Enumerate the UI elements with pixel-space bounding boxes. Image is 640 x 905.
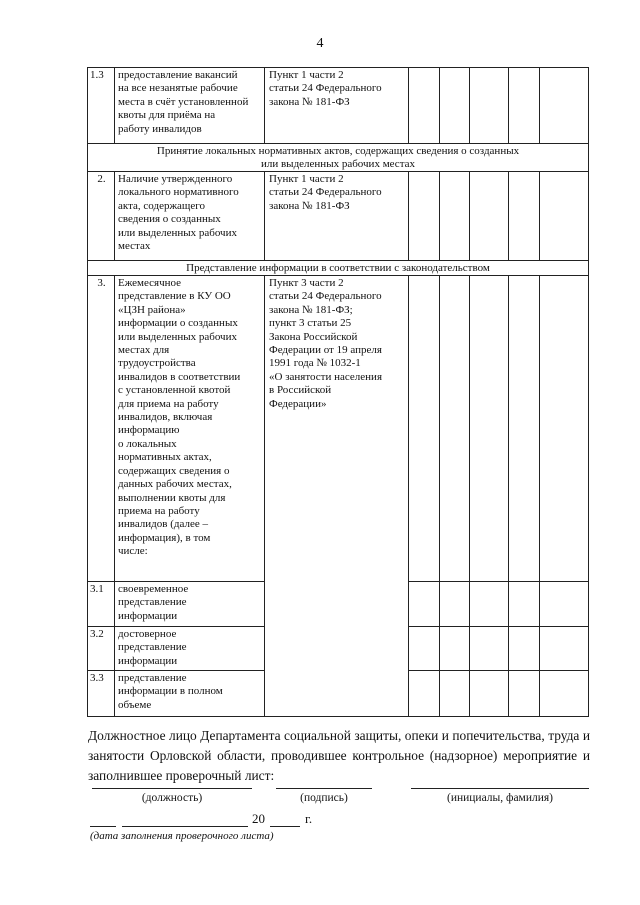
requirement-line: нормативных актах, xyxy=(118,451,212,464)
date-day-line[interactable] xyxy=(90,826,116,827)
requirement-line: числе: xyxy=(118,545,148,558)
date-year-suffix: г. xyxy=(305,811,313,826)
requirement-line: представление в КУ ОО xyxy=(118,290,231,303)
requirement-cell xyxy=(115,68,265,144)
requirement-line: представление xyxy=(118,596,187,609)
answer-cell[interactable] xyxy=(440,276,470,582)
requirement-cell xyxy=(115,276,265,582)
legal-basis-cell xyxy=(265,172,409,261)
requirement-line: о локальных xyxy=(118,437,177,450)
row-number: 2. xyxy=(88,172,115,261)
answer-cell[interactable] xyxy=(540,68,589,144)
requirement-line: сведения о созданных xyxy=(118,213,221,226)
basis-line: закона № 181-ФЗ xyxy=(269,199,350,212)
requirement-line: локального нормативного xyxy=(118,186,239,199)
basis-line: статьи 24 Федерального xyxy=(269,290,382,303)
requirement-line: информация), в том xyxy=(118,531,211,544)
answer-cell[interactable] xyxy=(540,627,589,671)
requirement-line: трудоустройства xyxy=(118,357,196,370)
answer-cell[interactable] xyxy=(509,671,540,717)
requirement-line: Ежемесячное xyxy=(118,277,182,289)
requirement-line: или выделенных рабочих xyxy=(118,226,237,239)
basis-line: Пункт 1 части 2 xyxy=(269,173,344,185)
answer-cell[interactable] xyxy=(509,172,540,261)
initials-label: (инициалы, фамилия) xyxy=(446,792,554,804)
answer-cell[interactable] xyxy=(409,671,440,717)
answer-cell[interactable] xyxy=(409,627,440,671)
section-heading-row xyxy=(88,261,589,276)
page-number: 4 xyxy=(316,36,324,51)
requirement-line: с установленной квотой xyxy=(118,384,231,397)
requirement-line: на все незанятые рабочие xyxy=(118,82,238,95)
requirement-line: для приема на работу xyxy=(118,397,219,410)
date-year-line[interactable] xyxy=(270,826,300,827)
requirement-line: представление xyxy=(118,641,187,654)
requirement-line: информацию xyxy=(118,424,180,437)
basis-line: в Российской xyxy=(269,384,332,397)
requirement-line: достоверное xyxy=(118,628,177,640)
section-heading-information: Представление информации в соответствии с законодательством xyxy=(88,261,589,276)
requirement-line: информации о созданных xyxy=(118,317,238,330)
basis-line: закона № 181-ФЗ xyxy=(269,95,350,108)
position-label: (должность) xyxy=(141,792,203,804)
row-number: 3.2 xyxy=(88,627,115,671)
answer-cell[interactable] xyxy=(509,627,540,671)
requirement-line: содержащих сведения о xyxy=(118,464,230,477)
requirement-line: работу инвалидов xyxy=(118,122,202,135)
requirement-line: или выделенных рабочих xyxy=(118,330,237,343)
table-row-2 xyxy=(88,172,589,261)
legal-basis-cell xyxy=(265,68,409,144)
requirement-line: приема на работу xyxy=(118,504,200,517)
answer-cell[interactable] xyxy=(409,582,440,627)
row-number: 3.1 xyxy=(88,582,115,627)
signature-label: (подпись) xyxy=(300,792,348,804)
requirement-line: информации xyxy=(118,609,178,622)
answer-cell[interactable] xyxy=(470,172,509,261)
requirement-line: своевременное xyxy=(118,583,189,595)
heading-line: Принятие локальных нормативных актов, содержащих сведения о созданных xyxy=(156,145,520,157)
requirement-line: акта, содержащего xyxy=(118,199,206,212)
basis-line: 1991 года № 1032-1 xyxy=(269,357,361,370)
answer-cell[interactable] xyxy=(470,68,509,144)
legal-basis-cell xyxy=(265,276,409,717)
requirement-line: инвалидов, включая xyxy=(118,411,213,424)
requirement-cell xyxy=(115,172,265,261)
requirement-line: инвалидов в соответствии xyxy=(118,370,241,383)
basis-line: Федерации от 19 апреля xyxy=(269,344,382,357)
requirement-cell xyxy=(115,627,265,671)
answer-cell[interactable] xyxy=(470,627,509,671)
row-number: 1.3 xyxy=(88,68,115,144)
requirement-line: местах для xyxy=(118,344,170,357)
signature-line[interactable] xyxy=(276,788,372,789)
section-heading-local-acts xyxy=(88,144,589,172)
answer-cell[interactable] xyxy=(440,671,470,717)
requirement-line: информации xyxy=(118,654,178,667)
section-heading-row xyxy=(88,144,589,172)
table-row-1-3 xyxy=(88,68,589,144)
answer-cell[interactable] xyxy=(409,68,440,144)
initials-line[interactable] xyxy=(411,788,589,789)
requirement-line: представление xyxy=(118,672,187,684)
answer-cell[interactable] xyxy=(470,582,509,627)
answer-cell[interactable] xyxy=(540,172,589,261)
basis-line: пункт 3 статьи 25 xyxy=(269,317,352,330)
requirement-line: квоты для приёма на xyxy=(118,109,216,122)
date-caption: (дата заполнения проверочного листа) xyxy=(90,830,274,842)
answer-cell[interactable] xyxy=(440,582,470,627)
basis-line: Пункт 1 части 2 xyxy=(269,69,344,81)
requirement-line: инвалидов (далее – xyxy=(118,518,208,531)
answer-cell[interactable] xyxy=(440,68,470,144)
answer-cell[interactable] xyxy=(509,68,540,144)
requirement-cell xyxy=(115,582,265,627)
requirement-line: предоставление вакансий xyxy=(118,69,238,81)
requirement-line: информации в полном xyxy=(118,685,223,698)
answer-cell[interactable] xyxy=(470,671,509,717)
answer-cell[interactable] xyxy=(509,582,540,627)
date-year-prefix: 20 xyxy=(252,811,265,826)
basis-line: «О занятости населения xyxy=(269,370,383,383)
signature-intro: Должностное лицо Департамента социальной защиты, опеки и попечительства, труда и занятости Орловской области, проводившее контрольное (надзорное) мероприятие и заполнившее проверочный лист: xyxy=(88,728,590,783)
requirement-line: выполнении квоты для xyxy=(118,491,226,504)
requirement-line: местах xyxy=(118,240,151,253)
row-number: 3. xyxy=(88,276,115,582)
requirement-line: места в счёт установленной xyxy=(118,95,249,108)
answer-cell[interactable] xyxy=(540,276,589,582)
answer-cell[interactable] xyxy=(440,172,470,261)
answer-cell[interactable] xyxy=(540,582,589,627)
basis-line: статьи 24 Федерального xyxy=(269,186,382,199)
row-number: 3.3 xyxy=(88,671,115,717)
heading-line: или выделенных рабочих местах xyxy=(260,158,416,170)
position-line[interactable] xyxy=(92,788,252,789)
basis-line: Закона Российской xyxy=(269,330,358,343)
answer-cell[interactable] xyxy=(509,276,540,582)
answer-cell[interactable] xyxy=(409,172,440,261)
basis-line: статьи 24 Федерального xyxy=(269,82,382,95)
answer-cell[interactable] xyxy=(440,627,470,671)
requirement-line: Наличие утвержденного xyxy=(118,173,233,185)
answer-cell[interactable] xyxy=(540,671,589,717)
checklist-table xyxy=(87,67,589,717)
requirement-line: «ЦЗН района» xyxy=(118,303,186,316)
requirement-line: объеме xyxy=(118,698,152,711)
requirement-cell xyxy=(115,671,265,717)
requirement-line: данных рабочих местах, xyxy=(118,478,232,491)
basis-line: Пункт 3 части 2 xyxy=(269,277,344,289)
basis-line: закона № 181-ФЗ; xyxy=(269,303,353,316)
answer-cell[interactable] xyxy=(470,276,509,582)
date-month-line[interactable] xyxy=(122,826,248,827)
table-row-3 xyxy=(88,276,589,582)
basis-line: Федерации» xyxy=(269,397,327,410)
answer-cell[interactable] xyxy=(409,276,440,582)
